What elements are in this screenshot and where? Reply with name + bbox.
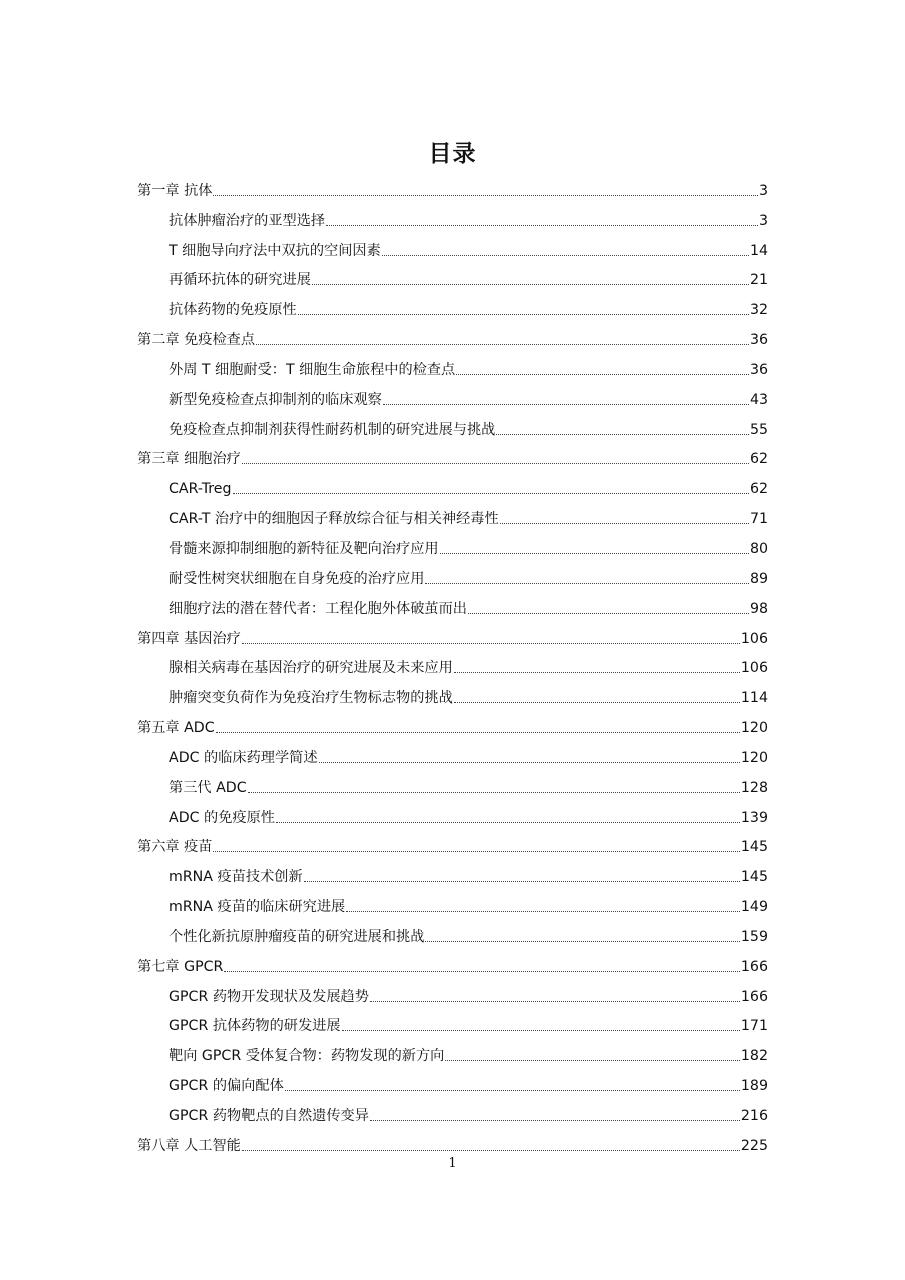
toc-entry-title: ADC 的免疫原性 [169, 809, 275, 826]
toc-section-entry[interactable] [137, 471, 768, 501]
toc-dot-leader [342, 1030, 740, 1031]
toc-entry-page: 98 [749, 600, 768, 617]
toc-dot-leader [213, 851, 739, 852]
toc-entry-page: 106 [740, 630, 768, 647]
toc-list [137, 173, 768, 1158]
toc-entry-title: 靶向 GPCR 受体复合物：药物发现的新方向 [169, 1048, 445, 1065]
toc-entry-page: 171 [740, 1018, 768, 1035]
toc-dot-leader [454, 672, 740, 673]
toc-entry-page: 55 [749, 421, 768, 438]
toc-entry-page: 106 [740, 660, 768, 677]
toc-entry-title: 第四章 基因治疗 [137, 630, 241, 647]
toc-dot-leader [319, 762, 740, 763]
toc-dot-leader [242, 1150, 740, 1151]
toc-entry-title: 新型免疫检查点抑制剂的临床观察 [169, 391, 382, 408]
toc-entry-page: 3 [758, 182, 768, 199]
toc-entry-title: 个性化新抗原肿瘤疫苗的研究进展和挑战 [169, 928, 425, 945]
toc-dot-leader [276, 822, 740, 823]
toc-entry-title: GPCR 药物靶点的自然遗传变异 [169, 1108, 369, 1124]
toc-section-entry[interactable] [137, 531, 768, 561]
toc-entry-title: 耐受性树突状细胞在自身免疫的治疗应用 [169, 570, 425, 587]
toc-entry-page: 189 [740, 1078, 768, 1095]
toc-entry-title: GPCR 药物开发现状及发展趋势 [169, 988, 369, 1005]
toc-dot-leader [256, 344, 749, 345]
toc-entry-title: CAR-T 治疗中的细胞因子释放综合征与相关神经毒性 [169, 511, 499, 528]
toc-dot-leader [468, 613, 749, 614]
toc-entry-page: 80 [749, 540, 768, 557]
toc-entry-page: 159 [740, 928, 768, 945]
toc-entry-page: 14 [749, 242, 768, 259]
toc-section-entry[interactable] [137, 800, 768, 830]
toc-entry-page: 120 [740, 720, 768, 737]
toc-entry-page: 149 [740, 899, 768, 916]
toc-entry-title: 抗体肿瘤治疗的亚型选择 [169, 212, 326, 229]
toc-entry-title: 骨髓来源抑制细胞的新特征及靶向治疗应用 [169, 540, 439, 557]
toc-entry-title: 再循环抗体的研究进展 [169, 272, 311, 289]
toc-section-entry[interactable] [137, 263, 768, 293]
toc-dot-leader [496, 434, 749, 435]
toc-chapter-entry[interactable] [137, 1128, 768, 1158]
toc-entry-page: 128 [740, 779, 768, 796]
toc-section-entry[interactable] [137, 680, 768, 710]
toc-entry-page: 120 [740, 749, 768, 766]
toc-entry-page: 216 [740, 1108, 768, 1124]
toc-entry-title: 免疫检查点抑制剂获得性耐药机制的研究进展与挑战 [169, 421, 496, 438]
toc-entry-page: 62 [749, 481, 768, 498]
toc-dot-leader [454, 702, 740, 703]
toc-entry-page: 21 [749, 272, 768, 289]
toc-dot-leader [440, 553, 749, 554]
toc-dot-leader [425, 583, 749, 584]
toc-dot-leader [383, 404, 749, 405]
toc-entry-title: mRNA 疫苗技术创新 [169, 869, 303, 886]
toc-chapter-entry[interactable] [137, 322, 768, 352]
toc-entry-page: 145 [740, 869, 768, 886]
toc-entry-title: 第六章 疫苗 [137, 839, 213, 856]
toc-dot-leader [216, 732, 740, 733]
toc-entry-title: 第五章 ADC [137, 720, 215, 737]
toc-dot-leader [298, 314, 749, 315]
toc-entry-title: 第三代 ADC [169, 779, 247, 796]
toc-section-entry[interactable] [137, 591, 768, 621]
toc-entry-page: 36 [749, 361, 768, 378]
toc-entry-title: 第八章 人工智能 [137, 1137, 241, 1154]
toc-dot-leader [326, 225, 758, 226]
toc-dot-leader [425, 941, 740, 942]
toc-dot-leader [242, 463, 749, 464]
toc-section-entry[interactable] [137, 352, 768, 382]
toc-entry-page: 114 [740, 690, 768, 707]
toc-section-entry[interactable] [137, 203, 768, 233]
toc-section-entry[interactable] [137, 919, 768, 949]
toc-section-entry[interactable] [137, 1009, 768, 1039]
toc-dot-leader [445, 1060, 740, 1061]
toc-section-entry[interactable] [137, 651, 768, 681]
toc-dot-leader [242, 643, 740, 644]
toc-entry-page: 225 [740, 1137, 768, 1154]
toc-chapter-entry[interactable] [137, 949, 768, 979]
toc-dot-leader [346, 911, 740, 912]
toc-entry-title: 肿瘤突变负荷作为免疫治疗生物标志物的挑战 [169, 690, 453, 707]
toc-entry-title: T 细胞导向疗法中双抗的空间因素 [169, 242, 381, 259]
toc-entry-title: 第七章 GPCR [137, 958, 224, 975]
page-number: 1 [448, 1156, 457, 1171]
toc-dot-leader [248, 792, 740, 793]
toc-entry-title: GPCR 抗体药物的研发进展 [169, 1018, 341, 1035]
toc-dot-leader [213, 195, 758, 196]
toc-dot-leader [304, 881, 740, 882]
toc-chapter-entry[interactable] [137, 442, 768, 472]
toc-section-entry[interactable] [137, 412, 768, 442]
toc-chapter-entry[interactable] [137, 710, 768, 740]
toc-section-entry[interactable] [137, 770, 768, 800]
toc-entry-title: 第三章 细胞治疗 [137, 451, 241, 468]
toc-entry-title: mRNA 疫苗的临床研究进展 [169, 899, 346, 916]
toc-entry-page: 71 [749, 511, 768, 528]
toc-section-entry[interactable] [137, 889, 768, 919]
toc-entry-page: 62 [749, 451, 768, 468]
toc-entry-page: 182 [740, 1048, 768, 1065]
toc-section-entry[interactable] [137, 233, 768, 263]
toc-chapter-entry[interactable] [137, 830, 768, 860]
toc-entry-page: 36 [749, 332, 768, 349]
toc-section-entry[interactable] [137, 740, 768, 770]
toc-entry-title: 第一章 抗体 [137, 182, 213, 199]
toc-dot-leader [370, 1001, 740, 1002]
toc-chapter-entry[interactable] [137, 621, 768, 651]
toc-dot-leader [233, 493, 749, 494]
toc-entry-title: CAR-Treg [169, 481, 232, 498]
toc-entry-title: 第二章 免疫检查点 [137, 332, 256, 349]
toc-dot-leader [312, 284, 749, 285]
toc-entry-page: 89 [749, 570, 768, 587]
toc-entry-page: 43 [749, 391, 768, 408]
toc-dot-leader [456, 374, 749, 375]
toc-entry-page: 145 [740, 839, 768, 856]
toc-section-entry[interactable] [137, 292, 768, 322]
toc-section-entry[interactable] [137, 1068, 768, 1098]
toc-entry-title: 外周 T 细胞耐受：T 细胞生命旅程中的检查点 [169, 361, 456, 378]
toc-title: 目录 [428, 141, 477, 167]
toc-entry-page: 166 [740, 988, 768, 1005]
toc-dot-leader [500, 523, 749, 524]
toc-entry-page: 3 [758, 212, 768, 229]
toc-section-entry[interactable] [137, 1038, 768, 1068]
toc-entry-title: 腺相关病毒在基因治疗的研究进展及未来应用 [169, 660, 453, 677]
toc-dot-leader [285, 1090, 740, 1091]
toc-entry-page: 166 [740, 958, 768, 975]
toc-section-entry[interactable] [137, 501, 768, 531]
toc-section-entry[interactable] [137, 859, 768, 889]
toc-section-entry[interactable] [137, 382, 768, 412]
toc-section-entry[interactable] [137, 1098, 768, 1128]
toc-section-entry[interactable] [137, 561, 768, 591]
toc-entry-page: 139 [740, 809, 768, 826]
toc-dot-leader [370, 1120, 740, 1121]
toc-entry-title: ADC 的临床药理学简述 [169, 749, 318, 766]
toc-dot-leader [382, 255, 749, 256]
toc-chapter-entry[interactable] [137, 173, 768, 203]
toc-entry-page: 32 [749, 302, 768, 319]
toc-entry-title: 抗体药物的免疫原性 [169, 302, 297, 319]
toc-entry-title: 细胞疗法的潜在替代者：工程化胞外体破茧而出 [169, 600, 467, 617]
toc-section-entry[interactable] [137, 979, 768, 1009]
toc-dot-leader [224, 971, 740, 972]
toc-entry-title: GPCR 的偏向配体 [169, 1078, 284, 1095]
